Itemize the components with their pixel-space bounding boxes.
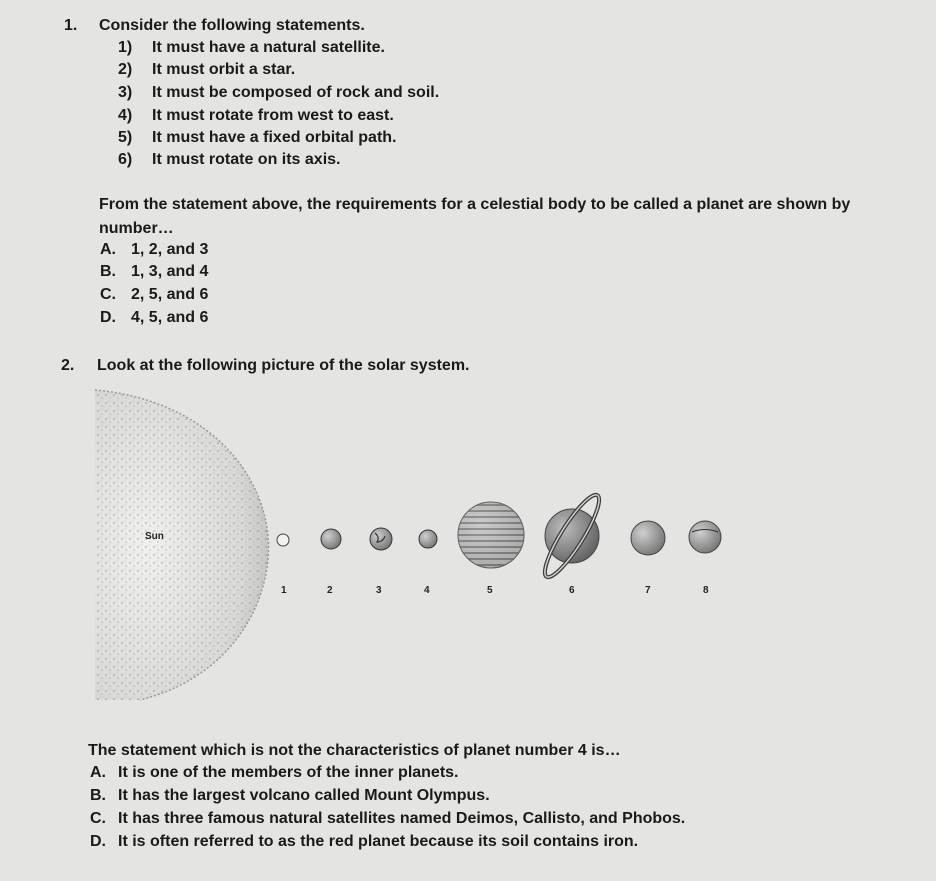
planet-label-5: 5 — [487, 585, 493, 596]
planet-5-jupiter — [458, 502, 524, 568]
planet-3-earth — [370, 528, 392, 550]
planet-label-6: 6 — [569, 585, 575, 596]
q1-statement-3: 3) It must be composed of rock and soil. — [118, 84, 440, 101]
q2-option-a[interactable]: A. It is one of the members of the inner planets. — [90, 764, 459, 781]
q1-prompt: Consider the following statements. — [99, 17, 365, 34]
planet-label-4: 4 — [424, 585, 430, 596]
q1-option-c[interactable]: C. 2, 5, and 6 — [100, 286, 209, 303]
q1-statement-4: 4) It must rotate from west to east. — [118, 107, 394, 124]
planet-2-venus — [321, 529, 341, 549]
sun-label: Sun — [145, 531, 164, 542]
q1-question-line2: number… — [99, 220, 174, 237]
sun-disc — [95, 390, 269, 700]
planet-1-mercury — [277, 534, 289, 546]
q1-statement-2: 2) It must orbit a star. — [118, 61, 296, 78]
q2-number: 2. — [61, 357, 75, 374]
q1-statement-1: 1) It must have a natural satellite. — [118, 39, 385, 56]
q1-option-a[interactable]: A. 1, 2, and 3 — [100, 241, 209, 258]
planet-6-saturn — [537, 489, 607, 582]
q1-statement-6: 6) It must rotate on its axis. — [118, 151, 341, 168]
q2-question: The statement which is not the characteristics of planet number 4 is… — [88, 742, 621, 759]
planet-4-mars — [419, 530, 437, 548]
planet-label-7: 7 — [645, 585, 651, 596]
planet-label-8: 8 — [703, 585, 709, 596]
q2-option-d[interactable]: D. It is often referred to as the red planet because its soil contains iron. — [90, 833, 639, 850]
q2-prompt: Look at the following picture of the solar system. — [97, 357, 470, 374]
planet-label-1: 1 — [281, 585, 287, 596]
planet-label-3: 3 — [376, 585, 382, 596]
q1-number: 1. — [64, 17, 78, 34]
q2-option-b[interactable]: B. It has the largest volcano called Mount Olympus. — [90, 787, 490, 804]
q1-statement-5: 5) It must have a fixed orbital path. — [118, 129, 397, 146]
planet-label-2: 2 — [327, 585, 333, 596]
q1-question-line1: From the statement above, the requirements for a celestial body to be called a planet are shown by — [99, 196, 851, 213]
q2-option-c[interactable]: C. It has three famous natural satellites named Deimos, Callisto, and Phobos. — [90, 810, 686, 827]
planet-8-neptune — [689, 521, 721, 553]
planet-7-uranus — [631, 521, 665, 555]
q1-option-d[interactable]: D. 4, 5, and 6 — [100, 309, 209, 326]
q1-option-b[interactable]: B. 1, 3, and 4 — [100, 263, 209, 280]
